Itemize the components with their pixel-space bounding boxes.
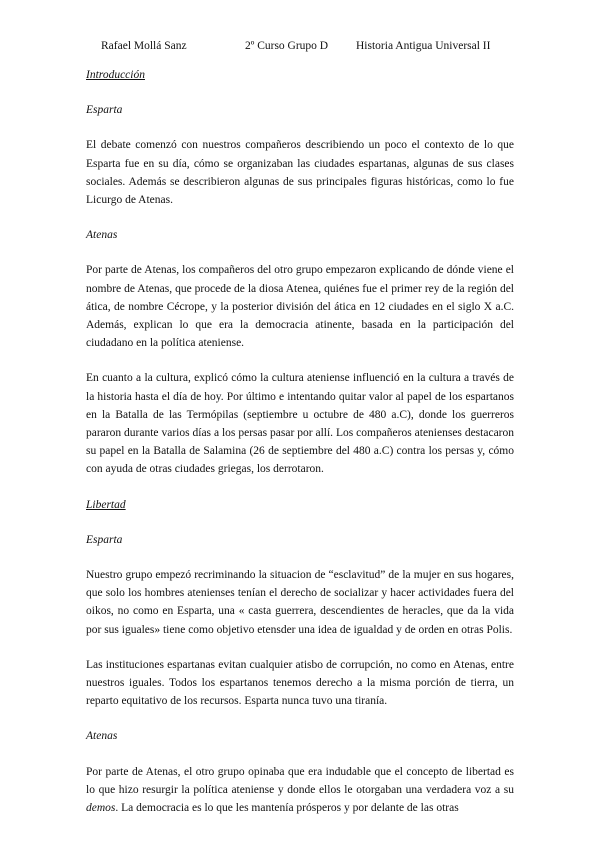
subheading-esparta-intro: Esparta xyxy=(86,104,123,117)
paragraph: El debate comenzó con nuestros compañeros describiendo un poco el contexto de lo que Esparta fue en su día, cómo se organizaban las ciudades espartanas, algunas de sus clases sociales. Además se describieron algunas de sus principales figuras históricas, como lo fue Licurgo de Atenas. xyxy=(86,139,514,207)
emphasis-demos: demos xyxy=(86,802,116,815)
section-heading-introduccion: Introducción xyxy=(86,69,145,81)
paragraph: Por parte de Atenas, los compañeros del otro grupo empezaron explicando de dónde viene el nombre de Atenas, que procede de la diosa Atenea, quiénes fue el primer rey de la región del ática, de nombre Cécrope, y la posterior división del ática en 12 ciudades en el siglo X a.C. Además, explican lo que era la democracia atinente, basada en la participación del ciudadano en la política ateniense. xyxy=(86,264,514,350)
document-body xyxy=(86,66,514,834)
subheading-atenas-intro: Atenas xyxy=(86,229,118,242)
paragraph: En cuanto a la cultura, explicó cómo la cultura ateniense influenció en la cultura a través de la historia hasta el día de hoy. Por último e intentando quitar valor al papel de los espartanos en la Batalla de las Termópilas (septiembre u octubre de 480 a.C), donde los guerreros pararon durante varios días a los persas pasar por allí. Los compañeros atenienses destacaron su papel en la Batalla de Salamina (26 de septiembre del 480 a.C) contra los persas y, cómo con ayuda de otras ciudades griegas, los derrotaron. xyxy=(86,372,514,476)
paragraph: Las instituciones espartanas evitan cualquier atisbo de corrupción, no como en Atenas, entre nuestros iguales. Todos los espartanos tenemos derecho a la misma porción de tierra, un reparto equitativo de los recursos. Esparta nunca tuvo una tiranía. xyxy=(86,658,514,708)
header-subject: Historia Antigua Universal II xyxy=(356,40,491,52)
header-course: 2º Curso Grupo D xyxy=(245,40,329,52)
subheading-esparta-libertad: Esparta xyxy=(86,533,123,546)
paragraph: Nuestro grupo empezó recriminando la situacion de “esclavitud” de la mujer en sus hogares, que solo los hombres atenienses tenían el derecho de socializar y hacer actividades fuera del oikos, no como en Esparta, una « casta guerrera, descendientes de heracles, que da la vida por sus iguales» tiene como objetivo etensder una idea de igualdad y de orden en otras Polis. xyxy=(86,569,514,636)
paragraph-text: . La democracia es lo que les mantenía prósperos y por delante de las otras xyxy=(115,802,459,815)
paragraph xyxy=(86,763,514,818)
paragraph-text: Por parte de Atenas, el otro grupo opinaba que era indudable que el concepto de libertad es lo que hizo resurgir la política ateniense y donde ellos le otorgaban una verdadera voz a su xyxy=(86,765,514,796)
section-heading-libertad: Libertad xyxy=(86,498,126,511)
subheading-atenas-libertad: Atenas xyxy=(86,730,118,743)
page-header xyxy=(0,38,600,54)
header-author: Rafael Mollá Sanz xyxy=(101,40,187,52)
